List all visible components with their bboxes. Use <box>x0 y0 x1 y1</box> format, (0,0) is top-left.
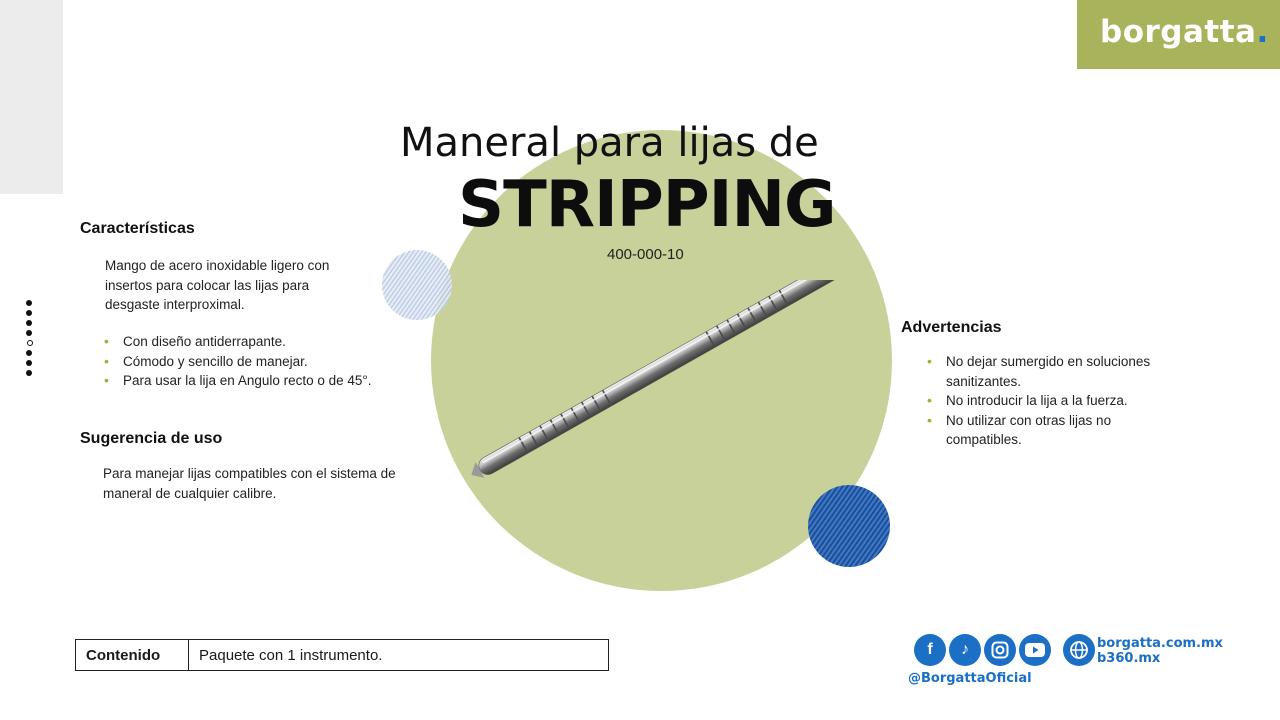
list-item: • Con diseño antiderrapante. <box>104 332 404 352</box>
content-table <box>75 639 609 671</box>
nav-dot-current[interactable] <box>27 340 33 346</box>
social-icons <box>914 634 1095 668</box>
nav-dot[interactable] <box>26 370 32 376</box>
warnings-heading: Advertencias <box>901 319 1002 336</box>
list-item: • Para usar la lija en Angulo recto o de 45°. <box>104 371 404 391</box>
nav-dot[interactable] <box>26 310 32 316</box>
brand-logo[interactable]: borgatta. <box>1100 14 1269 50</box>
globe-icon[interactable] <box>1063 634 1095 666</box>
product-title-line2: STRIPPING <box>458 168 836 242</box>
decorative-hatched-circle-light <box>382 250 452 320</box>
features-heading: Características <box>80 220 195 237</box>
website-link-b360[interactable]: b360.mx <box>1097 651 1161 666</box>
nav-dot[interactable] <box>26 330 32 336</box>
nav-dot[interactable] <box>26 300 32 306</box>
features-list <box>104 332 404 391</box>
slide-nav-dots <box>26 300 36 380</box>
product-code: 400-000-10 <box>607 246 684 263</box>
content-label: Contenido <box>76 640 189 671</box>
list-item: • No utilizar con otras lijas no compatibles. <box>927 411 1152 450</box>
instagram-icon[interactable] <box>984 634 1016 666</box>
nav-dot[interactable] <box>26 350 32 356</box>
list-item: • No introducir la lija a la fuerza. <box>927 391 1152 411</box>
table-row <box>76 640 609 671</box>
website-links <box>1097 636 1223 666</box>
content-value: Paquete con 1 instrumento. <box>189 640 609 671</box>
social-handle[interactable]: @BorgattaOficial <box>908 671 1032 686</box>
nav-dot[interactable] <box>26 320 32 326</box>
features-description: Mango de acero inoxidable ligero con insertos para colocar las lijas para desgaste interproximal. <box>105 258 330 312</box>
product-image-handle <box>460 280 870 495</box>
tiktok-icon[interactable]: ♪ <box>949 634 981 666</box>
usage-text: Para manejar lijas compatibles con el sistema de maneral de cualquier calibre. <box>103 466 396 501</box>
usage-heading: Sugerencia de uso <box>80 430 223 447</box>
youtube-icon[interactable] <box>1019 634 1051 666</box>
warnings-list <box>927 352 1152 450</box>
nav-dot[interactable] <box>26 360 32 366</box>
gray-side-panel <box>0 0 63 194</box>
product-title-line1: Maneral para lijas de <box>400 120 819 166</box>
website-link-borgatta[interactable]: borgatta.com.mx <box>1097 636 1223 651</box>
decorative-hatched-circle-dark <box>808 485 890 567</box>
list-item: • Cómodo y sencillo de manejar. <box>104 352 404 372</box>
facebook-icon[interactable]: f <box>914 634 946 666</box>
list-item: • No dejar sumergido en soluciones sanitizantes. <box>927 352 1152 391</box>
